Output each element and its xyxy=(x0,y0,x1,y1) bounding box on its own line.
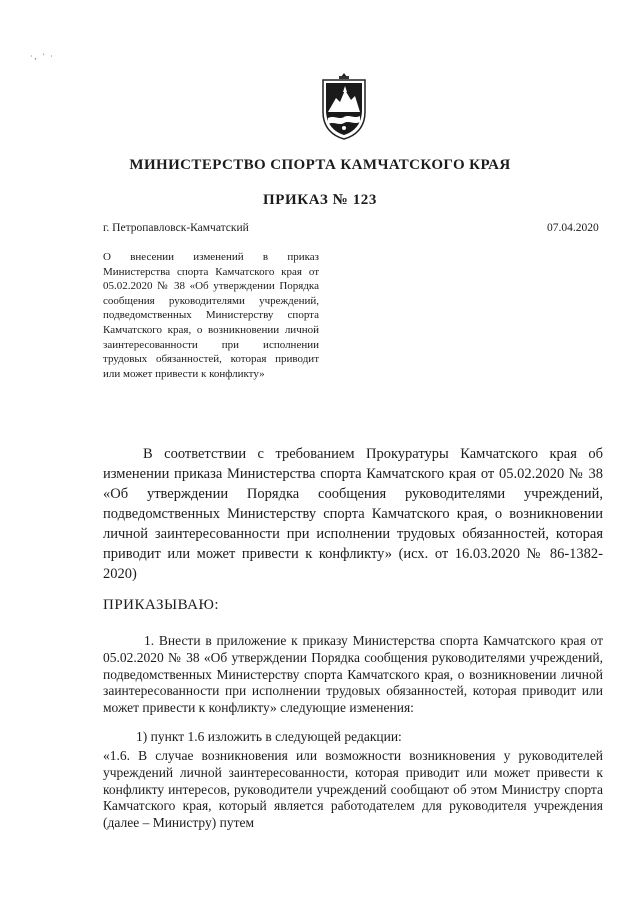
order-subitem-1: 1) пункт 1.6 изложить в следующей редакции: xyxy=(136,729,402,744)
order-directive-word: ПРИКАЗЫВАЮ: xyxy=(103,597,220,613)
order-subject: О внесении изменений в приказ Министерства спорта Камчатского края от 05.02.2020 № 38 «Об утверждении Порядка сообщения руководителями учреждений, подведомственных Министерству спорта Камчатского края, о возникновении личной заинтересованности при исполнении трудовых обязанностей, которая приводит или может привести к конфликту» xyxy=(103,251,319,380)
preamble-paragraph: В соответствии с требованием Прокуратуры Камчатского края об изменении приказа Министерства спорта Камчатского края от 05.02.2020 № 38 «Об утверждении Порядка сообщения руководителями учреждений, подведомственных Министерству спорта Камчатского края, о возникновении личной заинтересованности при исполнении трудовых обязанностей, которая приводит или может привести к конфликту» (исх. от 16.03.2020 № 86-1382-2020) xyxy=(103,446,603,582)
order-item-1: 1. Внести в приложение к приказу Министерства спорта Камчатского края от 05.02.2020 № 38 «Об утверждении Порядка сообщения руководителями учреждений, подведомственных Министерству спорта Камчатского края, о возникновении личной заинтересованности при исполнении трудовых обязанностей, которая приводит или может привести к конфликту» следующие изменения: xyxy=(103,633,603,716)
kamchatka-coat-of-arms-icon xyxy=(319,72,369,140)
ministry-title: МИНИСТЕРСТВО СПОРТА КАМЧАТСКОГО КРАЯ xyxy=(129,157,511,173)
order-title: ПРИКАЗ № 123 xyxy=(262,192,378,208)
scan-marks: ·, ' · xyxy=(30,52,55,61)
order-date: 07.04.2020 xyxy=(547,222,599,234)
place-of-issue: г. Петропавловск-Камчатский xyxy=(103,222,249,234)
new-clause-text: «1.6. В случае возникновения или возможности возникновения у руководителей учреждений личной заинтересованности, которая приводит или может привести к конфликту интересов, руководители учреждений сообщают об этом Министру спорта Камчатского края, который является работодателем для руководителя учреждения (далее – Министру) путем xyxy=(103,748,603,831)
